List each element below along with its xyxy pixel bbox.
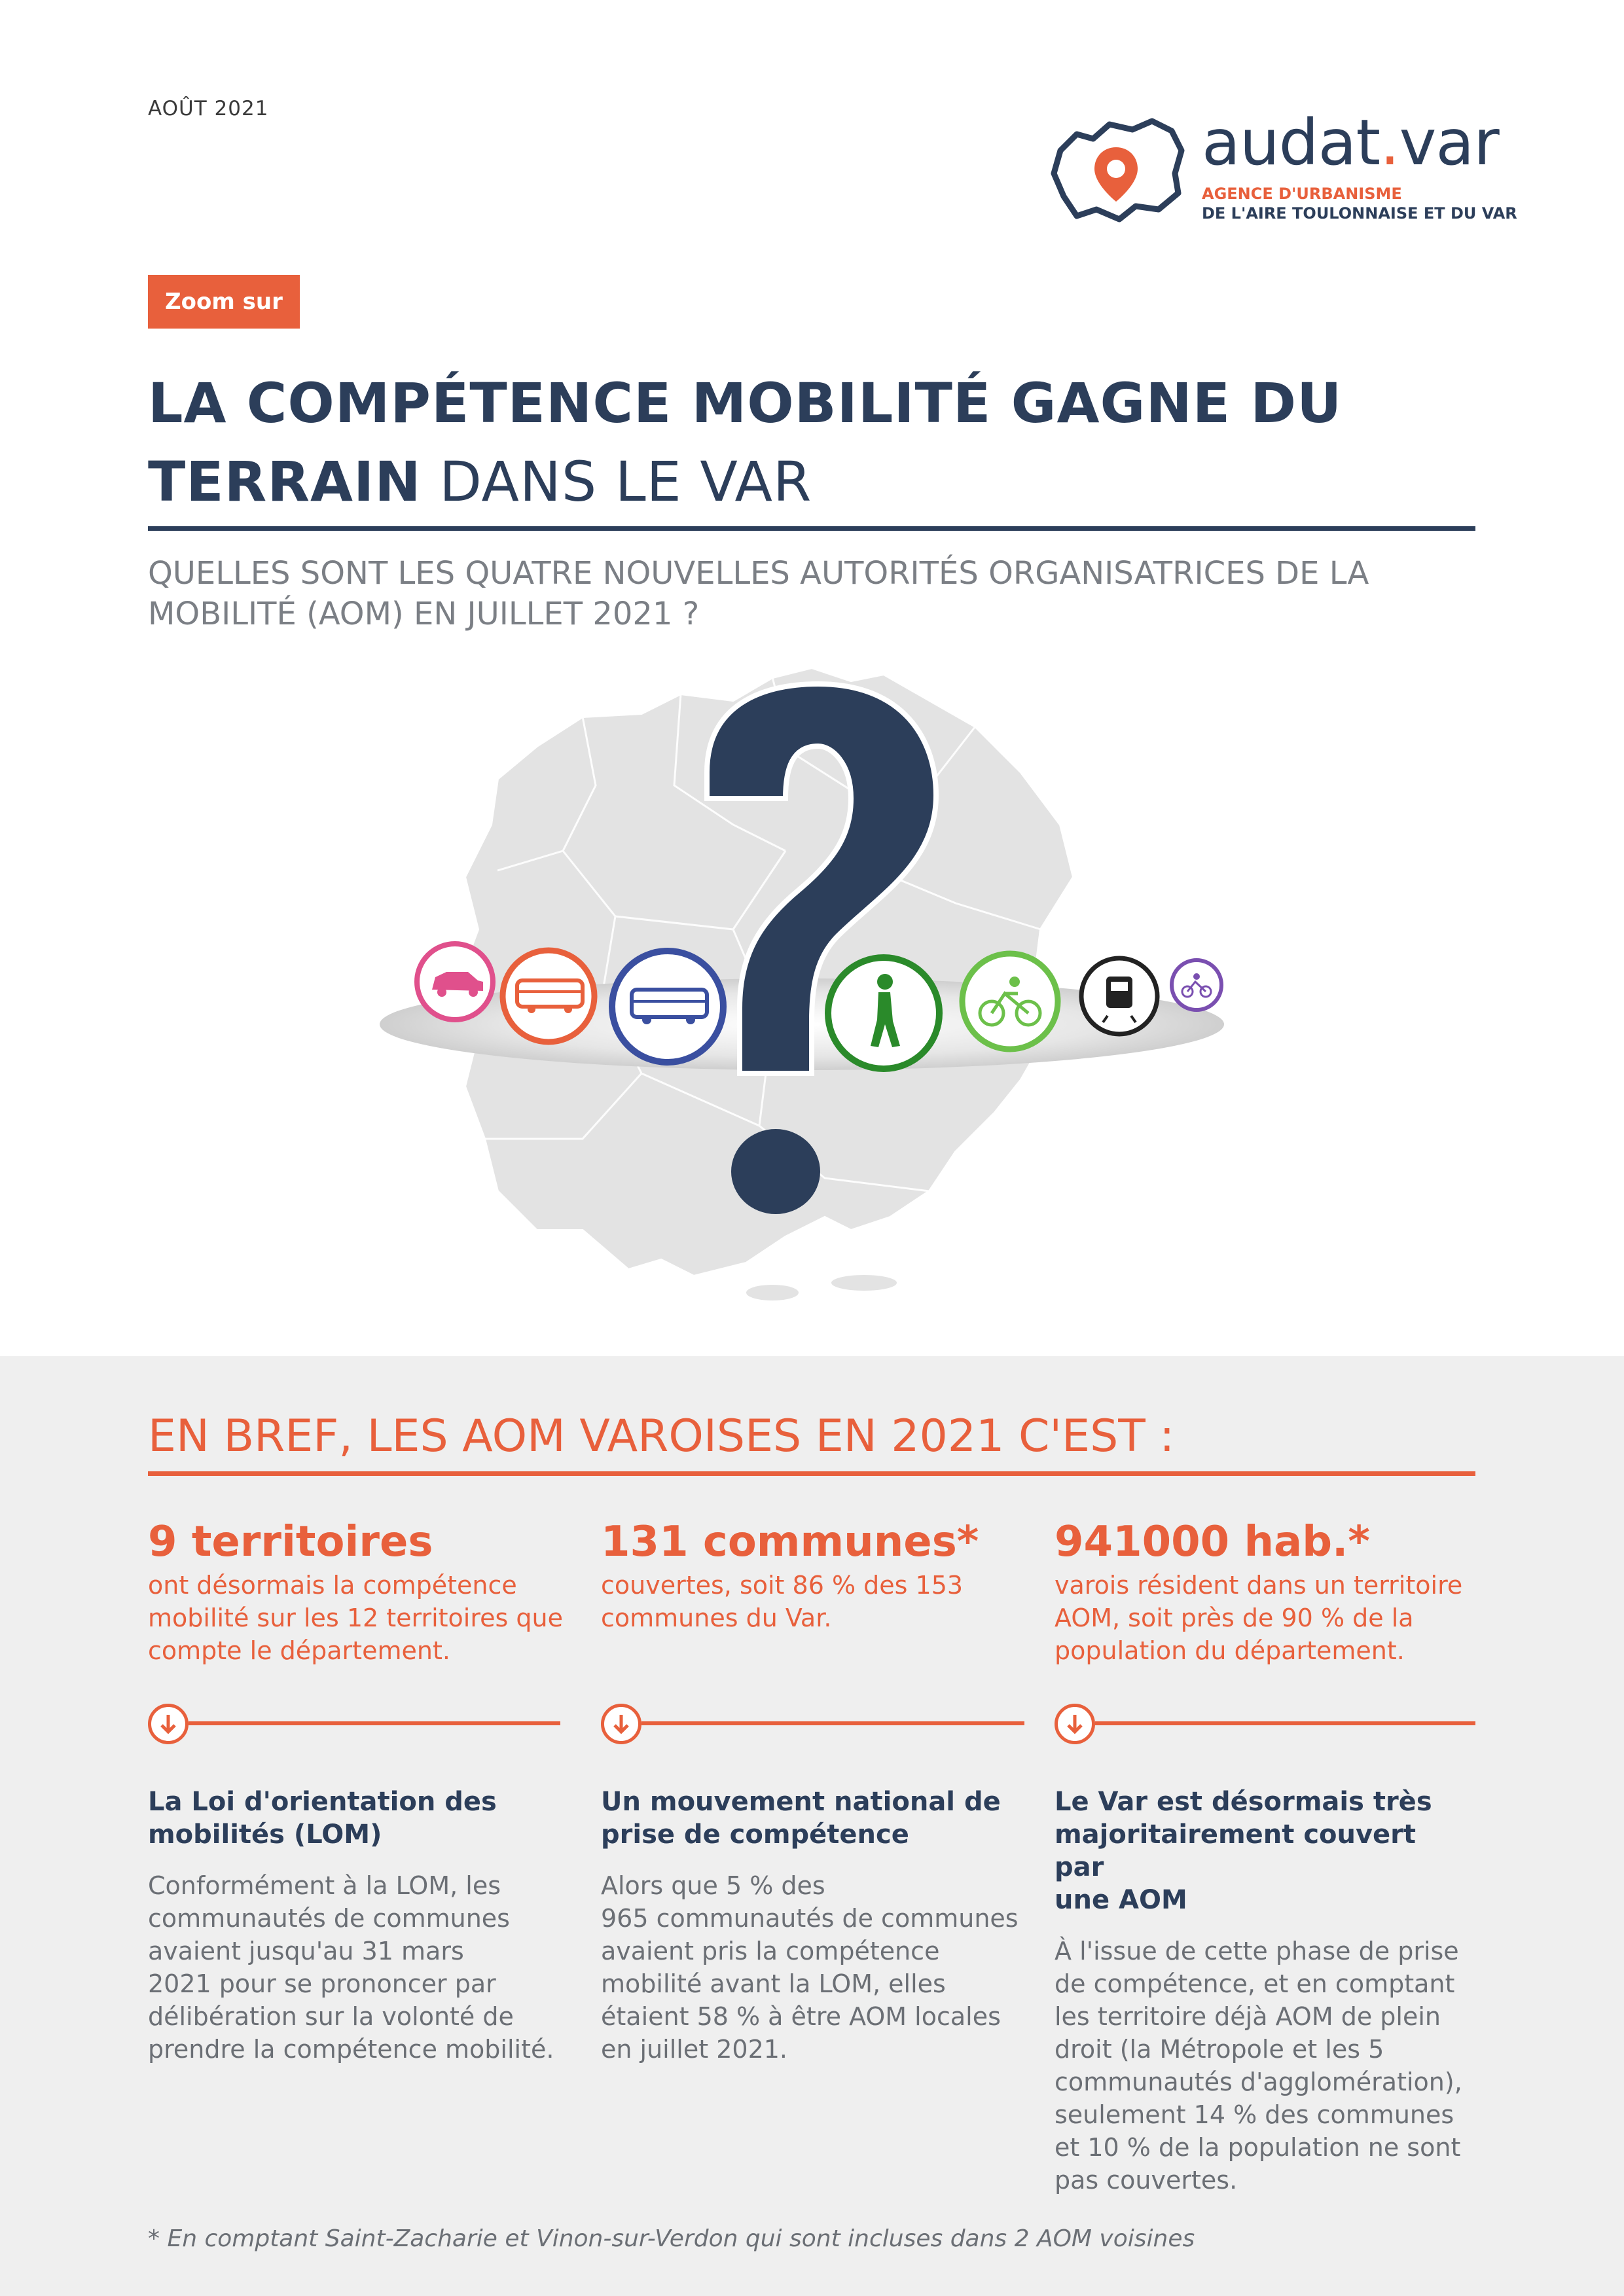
- motorcycle-icon: [1172, 960, 1221, 1010]
- stat-column-habitants: [1055, 1515, 1473, 1667]
- page-subtitle: QUELLES SONT LES QUATRE NOUVELLES AUTORITÉS ORGANISATRICES DE LA MOBILITÉ (AOM) EN JUILLET 2021 ?: [148, 555, 1369, 632]
- publication-date: AOÛT 2021: [148, 97, 269, 120]
- var-map-illustration: [367, 655, 1237, 1322]
- arrow-down-icon: [151, 1707, 185, 1741]
- coverage-block: [1055, 1785, 1473, 2197]
- lom-block: [148, 1785, 567, 2066]
- national-movement-block: [601, 1785, 1020, 2066]
- bus-icon: [612, 951, 723, 1062]
- footnote: * En comptant Saint-Zacharie et Vinon-sur-Verdon qui sont incluses dans 2 AOM voisines: [148, 2225, 1195, 2252]
- stat-text: ont désormais la compétence mobilité sur les 12 territoires que compte le département.: [148, 1571, 563, 1665]
- block-heading: Le Var est désormais très majoritairement couvert par une AOM: [1055, 1787, 1432, 1915]
- stat-text: varois résident dans un territoire AOM, soit près de 90 % de la population du département.: [1055, 1571, 1463, 1665]
- stat-figure: 131 communes*: [601, 1518, 979, 1566]
- stat-figure: 9 territoires: [148, 1518, 433, 1566]
- logo-tagline-2: DE L'AIRE TOULONNAISE ET DU VAR: [1202, 204, 1517, 223]
- title-divider: [148, 526, 1475, 531]
- walking-person-icon: [828, 958, 939, 1069]
- train-icon: [1081, 958, 1157, 1034]
- block-body: Alors que 5 % des 965 communautés de communes avaient pris la compétence mobilité avant la LOM, elles étaient 58 % à être AOM locales en juillet 2021.: [601, 1871, 1019, 2064]
- block-body: À l'issue de cette phase de prise de compétence, et en comptant les territoire déjà AOM de plein droit (la Métropole et les 5 communautés d'agglomération), seulement 14 % des communes et 10 % de la population ne sont pas couvertes.: [1055, 1937, 1462, 2195]
- stat-column-communes: [601, 1515, 1020, 1634]
- arrow-down-icon: [1058, 1707, 1092, 1741]
- stat-column-territoires: [148, 1515, 567, 1667]
- section-title: EN BREF, LES AOM VAROISES EN 2021 C'EST :: [148, 1410, 1175, 1462]
- page-title: LA COMPÉTENCE MOBILITÉ GAGNE DU TERRAIN DANS LE VAR: [148, 371, 1343, 514]
- block-heading: Un mouvement national de prise de compétence: [601, 1787, 1001, 1850]
- bicycle-icon: [962, 954, 1058, 1049]
- stat-figure: 941000 hab.*: [1055, 1518, 1370, 1566]
- section-divider: [148, 1471, 1475, 1476]
- block-heading: La Loi d'orientation des mobilités (LOM): [148, 1787, 497, 1850]
- car-icon: [417, 944, 493, 1020]
- zoom-tag: Zoom sur: [148, 275, 300, 329]
- logo-wordmark: audat.var: [1202, 106, 1499, 179]
- logo-tagline-1: AGENCE D'URBANISME: [1202, 185, 1402, 203]
- audat-logo[interactable]: [1047, 106, 1517, 229]
- arrow-down-icon: [604, 1707, 638, 1741]
- var-map-logo-icon: [1047, 111, 1191, 229]
- coach-icon: [503, 950, 594, 1042]
- block-body: Conformément à la LOM, les communautés de communes avaient jusqu'au 31 mars 2021 pour se prononcer par délibération sur la volonté de prendre la compétence mobilité.: [148, 1871, 554, 2064]
- stat-text: couvertes, soit 86 % des 153 communes du Var.: [601, 1571, 964, 1632]
